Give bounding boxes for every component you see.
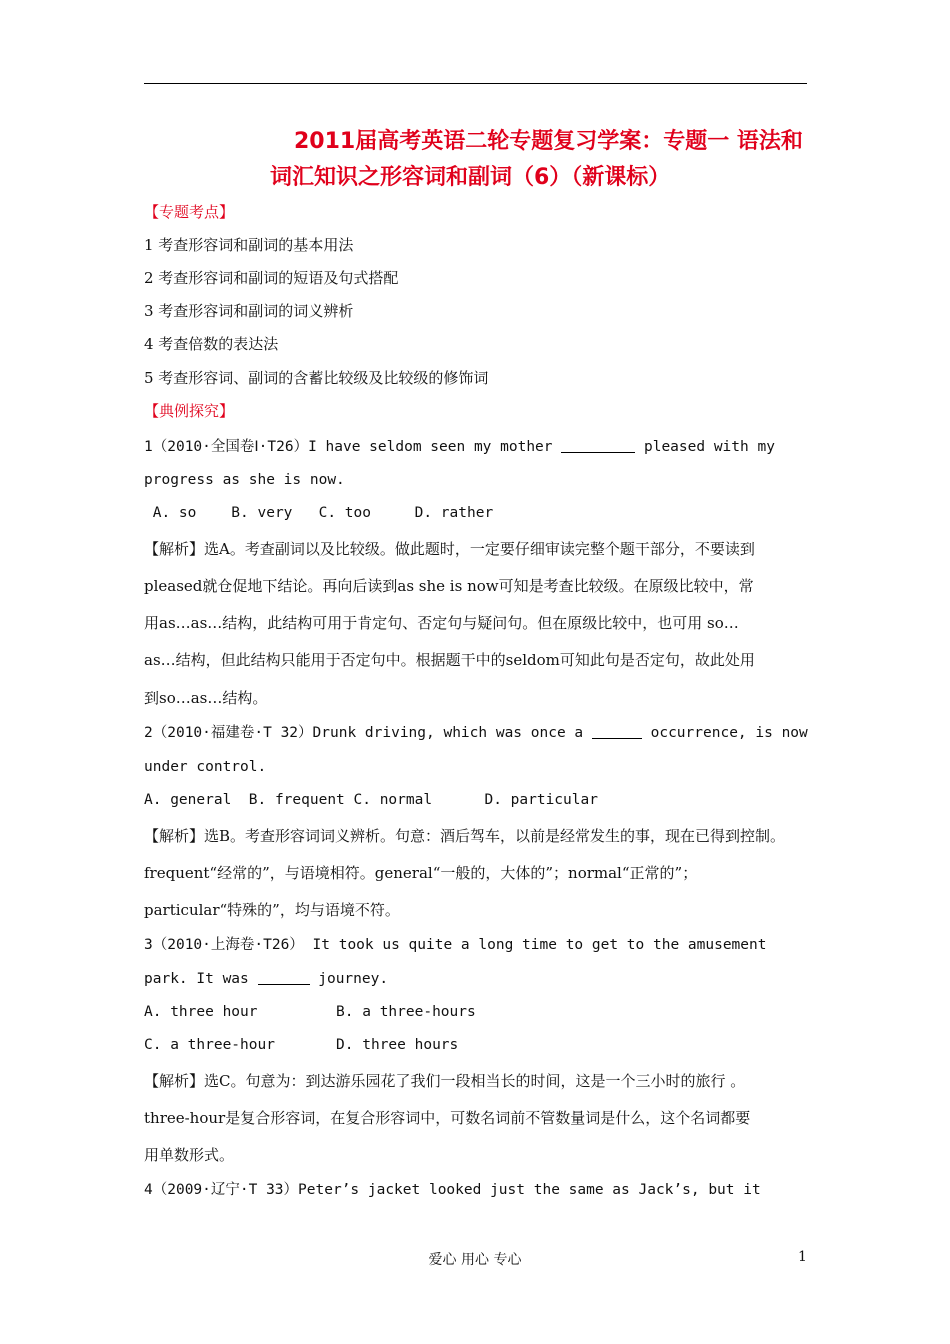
page-footer: 爱心 用心 专心 bbox=[428, 1252, 522, 1268]
q1-analysis-line-4: as…结构，但此结构只能用于否定句中。根据题干中的seldom可知此句是否定句，故此处用 bbox=[144, 651, 755, 669]
q4-stem-line-1: 4（2009·辽宁·T 33）Peter’s jacket looked just the same as Jack’s, but it bbox=[144, 1182, 761, 1198]
q3-analysis-line-3: 用单数形式。 bbox=[144, 1146, 235, 1164]
document-title-line-1: 2011届高考英语二轮专题复习学案：专题一 语法和 bbox=[294, 129, 803, 154]
q3-stem-line-2: park. It was journey. bbox=[144, 971, 389, 987]
answer-blank bbox=[561, 438, 635, 453]
section-header-examples: 【典例探究】 bbox=[144, 402, 235, 420]
point-item-3: 3 考查形容词和副词的词义辨析 bbox=[144, 302, 354, 320]
q1-analysis-line-2: pleased就仓促地下结论。再向后读到as she is now可知是考查比较级。在原级比较中，常 bbox=[144, 577, 754, 595]
q1-options: A. so B. very C. too D. rather bbox=[144, 505, 494, 521]
q2-analysis-line-3: particular“特殊的”，均与语境不符。 bbox=[144, 901, 400, 919]
q2-stem-line-1: 2（2010·福建卷·T 32）Drunk driving, which was once a occurrence, is now bbox=[144, 725, 808, 741]
q3-stem-line-1: 3（2010·上海卷·T26） It took us quite a long time to get to the amusement bbox=[144, 937, 767, 953]
point-item-5: 5 考查形容词、副词的含蓄比较级及比较级的修饰词 bbox=[144, 369, 489, 387]
point-item-1: 1 考查形容词和副词的基本用法 bbox=[144, 236, 354, 254]
q1-analysis-line-5: 到so…as…结构。 bbox=[144, 689, 268, 707]
q3-options-row-2: C. a three-hour D. three hours bbox=[144, 1037, 459, 1053]
point-item-4: 4 考查倍数的表达法 bbox=[144, 335, 279, 353]
q2-analysis-line-1: 【解析】选B。考查形容词词义辨析。句意：酒后驾车，以前是经常发生的事，现在已得到控制。 bbox=[144, 827, 786, 845]
q2-analysis-line-2: frequent“经常的”，与语境相符。general“一般的，大体的”；normal“正常的”； bbox=[144, 864, 698, 882]
q3-analysis-line-1: 【解析】选C。句意为：到达游乐园花了我们一段相当长的时间，这是一个三小时的旅行 。 bbox=[144, 1072, 746, 1090]
document-title-line-2: 词汇知识之形容词和副词（6）（新课标） bbox=[270, 165, 671, 190]
q1-analysis-line-3: 用as…as…结构，此结构可用于肯定句、否定句与疑问句。但在原级比较中，也可用 so… bbox=[144, 614, 739, 632]
q2-options: A. general B. frequent C. normal D. particular bbox=[144, 792, 598, 808]
page-number: 1 bbox=[798, 1249, 807, 1265]
q1-stem-line-2: progress as she is now. bbox=[144, 472, 345, 488]
q1-stem-line-1: 1（2010·全国卷Ⅰ·T26）I have seldom seen my mother pleased with my bbox=[144, 439, 775, 455]
q3-analysis-line-2: three-hour是复合形容词，在复合形容词中，可数名词前不管数量词是什么，这个名词都要 bbox=[144, 1109, 751, 1127]
header-rule bbox=[144, 83, 807, 84]
q2-stem-line-2: under control. bbox=[144, 759, 267, 775]
q1-analysis-line-1: 【解析】选A。考查副词以及比较级。做此题时，一定要仔细审读完整个题干部分，不要读到 bbox=[144, 540, 755, 558]
q3-options-row-1: A. three hour B. a three-hours bbox=[144, 1004, 476, 1020]
point-item-2: 2 考查形容词和副词的短语及句式搭配 bbox=[144, 269, 399, 287]
answer-blank bbox=[258, 970, 310, 985]
section-header-points: 【专题考点】 bbox=[144, 203, 235, 221]
answer-blank bbox=[592, 724, 642, 739]
